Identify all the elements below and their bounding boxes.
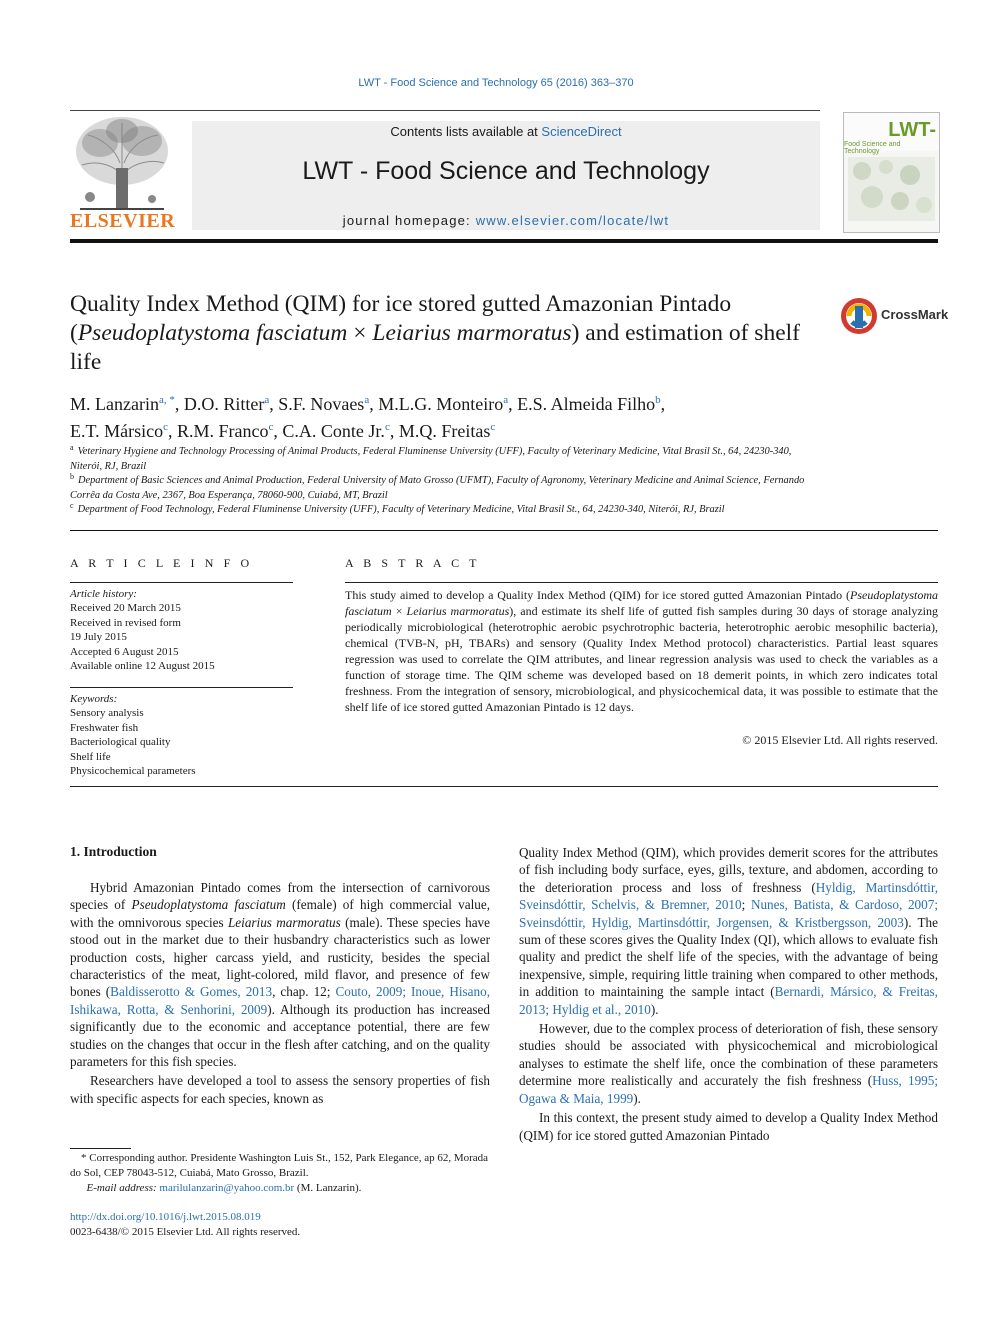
- affiliation: $^b$ Department of Basic Sciences and Animal Production, Federal University of Mato Grosso (UFMT), Faculty of Agronomy, Veterinary Medicine and Animal Science, Fernando Corrêa da Costa Ave, 2367, Boa Esperança, 78060-900, Cuiabá, MT, Brazil: [70, 471, 805, 501]
- affiliations: [70, 442, 825, 518]
- article-meta-footer: [70, 1210, 300, 1240]
- author[interactable]: M.Q. Freitas$^c$: [398, 421, 496, 441]
- author[interactable]: M. Lanzarin$^{a, *}$: [70, 394, 175, 414]
- citation-link[interactable]: LWT - Food Science and Technology 65 (2016) 363–370: [358, 77, 634, 89]
- sciencedirect-link[interactable]: ScienceDirect: [541, 124, 622, 139]
- article-info-heading: A R T I C L E I N F O: [70, 556, 253, 570]
- title-text-2: ) and estimation of shelf life: [70, 320, 800, 375]
- history-label: Article history:: [70, 588, 137, 600]
- title-species-1: Pseudoplatystoma fasciatum: [77, 320, 348, 346]
- footnote-rule: [70, 1148, 131, 1149]
- abstract-heading: A B S T R A C T: [345, 556, 481, 570]
- keyword: Bacteriological quality: [70, 736, 171, 749]
- cover-subtitle: Food Science and Technology: [844, 141, 901, 155]
- header-thick-rule: [70, 239, 938, 243]
- journal-title: LWT - Food Science and Technology: [302, 157, 710, 185]
- issn-line: 0023-6438/© 2015 Elsevier Ltd. All rights reserved.: [70, 1226, 301, 1238]
- paragraph: Quality Index Method (QIM), which provides demerit scores for the attributes of fish including body surface, eyes, gills, texture, and abdomen, according to the deterioration process and loss of freshness (Hyldig, Martinsdóttir, Sveinsdóttir, Schelvis, & Bremner, 2010; Nunes, Batista, & Cardoso, 2007; Sveinsdóttir, Hyldig, Martinsdóttir, Jorgensen, & Kristbergsson, 2003). The sum of these scores gives the Quality Index (QI), which allows to evaluate fish quality and predict the shelf life of the species, with the advantage of being inexpensive, simple, requiring little training when compared to other methods, in addition to maintaining the sample intact (Bernardi, Mársico, & Freitas, 2013; Hyldig et al., 2010).: [519, 845, 938, 1017]
- affiliation: $^c$ Department of Food Technology, Federal Fluminense University (UFF), Faculty of Veterinary Medicine, Vital Brasil St., 64, 24230-340, Niterói, RJ, Brazil: [70, 500, 725, 515]
- elsevier-logo: [70, 113, 174, 233]
- contents-prefix: Contents lists available at: [390, 124, 542, 139]
- header-top-rule: [70, 110, 820, 111]
- keyword: Physicochemical parameters: [70, 765, 196, 778]
- elsevier-tree-icon: [70, 113, 174, 211]
- author[interactable]: S.F. Novaes$^a$: [278, 394, 370, 414]
- article-title: [70, 290, 830, 377]
- author[interactable]: C.A. Conte Jr.$^c$: [282, 421, 390, 441]
- paragraph: In this context, the present study aimed to develop a Quality Index Method (QIM) for ice stored gutted Amazonian Pintado: [519, 1110, 938, 1143]
- homepage-prefix: journal homepage:: [342, 213, 476, 228]
- crossmark-badge[interactable]: [840, 296, 949, 336]
- history-item: Available online 12 August 2015: [70, 660, 215, 673]
- body-column-left: [70, 879, 490, 1107]
- reference-link[interactable]: Bernardi, Mársico, & Freitas, 2013; Hyldig et al., 2010: [519, 984, 938, 1017]
- email-link[interactable]: marilulanzarin@yahoo.com.br: [159, 1182, 295, 1194]
- body-rule: [70, 786, 938, 787]
- keyword: Shelf life: [70, 750, 111, 763]
- history-item: 19 July 2015: [70, 631, 127, 644]
- homepage-link[interactable]: www.elsevier.com/locate/lwt: [475, 213, 670, 228]
- title-block-rule: [70, 530, 938, 531]
- corresponding-author-footnote: * Corresponding author. Presidente Washington Luis St., 152, Park Elegance, ap 62, Morada do Sol, CEP 78043-512, Cuiabá, Mato Grosso, Brazil. E-mail address: marilulanzarin@yahoo.com.br (M. Lanzarin).: [70, 1152, 489, 1194]
- title-text-1: Quality Index Method (QIM) for ice stored gutted Amazonian Pintado (: [70, 291, 732, 346]
- abstract-text: This study aimed to develop a Quality Index Method (QIM) for ice stored gutted Amazonian Pintado (Pseudoplatystoma fasciatum × Leiarius marmoratus), and estimate its shelf life of gutted fish samples during 30 days of storage analyzing periodically microbiological (heterotrophic aerobic psychrotrophic bacteria, heterotrophic aerobic mesophilic bacteria), chemical (TVB-N, pH, TBARs) and sensory (Quality Index Method protocol) characteristics. Partial least squares regression was used to correlate the QIM attributes, and linear regression analysis was used to check the variables as a function of storage time. The QIM scheme was developed based on 18 demerit points, in which zero indicates total freshness. From the integration of sensory, microbiological, and physicochemical data, it was possible to estimate that the shelf life of ice stored gutted Amazonian Pintado is 12 days.: [345, 588, 938, 714]
- crossmark-label: CrossMark: [881, 307, 949, 322]
- paragraph: Researchers have developed a tool to assess the sensory properties of fish with specific aspects for each species, known as: [70, 1073, 490, 1106]
- author[interactable]: R.M. Franco$^c$: [177, 421, 274, 441]
- author-list: M. Lanzarin$^{a, *}$, D.O. Ritter$^a$, S.F. Novaes$^a$, M.L.G. Monteiro$^a$, E.S. Almeida Filho$^b$, E.T. Mársico$^c$, R.M. Franco$^c$, C.A. Conte Jr.$^c$, M.Q. Freitas$^c$: [70, 394, 666, 441]
- reference-link[interactable]: Huss, 1995; Ogawa & Maia, 1999: [519, 1073, 939, 1106]
- journal-homepage: [192, 213, 820, 228]
- keyword: Sensory analysis: [70, 707, 144, 720]
- reference-link[interactable]: Nunes, Batista, & Cardoso, 2007; Sveinsdóttir, Hyldig, Martinsdóttir, Jorgensen, & Kristbergsson, 2003: [519, 897, 938, 930]
- abstract-copyright: © 2015 Elsevier Ltd. All rights reserved.: [742, 733, 938, 747]
- article-info-rule: [70, 582, 293, 583]
- journal-banner: [192, 121, 820, 230]
- keywords-rule: [70, 687, 293, 688]
- paragraph: However, due to the complex process of deterioration of fish, these sensory studies should be associated with physicochemical and microbiological analyses to estimate the shelf life, once the combination of these parameters determine more realistically and accurately the fish freshness (Huss, 1995; Ogawa & Maia, 1999).: [519, 1021, 939, 1106]
- reference-link[interactable]: Hyldig, Martinsdóttir, Sveinsdóttir, Schelvis, & Bremner, 2010: [519, 879, 938, 913]
- keyword: Freshwater fish: [70, 721, 139, 734]
- keywords: [70, 692, 295, 778]
- cover-art-icon: [848, 157, 935, 221]
- history-item: Received in revised form: [70, 616, 181, 629]
- journal-citation[interactable]: [0, 77, 992, 89]
- elsevier-wordmark: ELSEVIER: [70, 210, 176, 232]
- reference-link[interactable]: Baldisserotto & Gomes, 2013: [110, 984, 273, 1000]
- body-column-right: [519, 844, 938, 1144]
- section-heading-introduction: 1. Introduction: [70, 844, 157, 859]
- title-species-2: Leiarius marmoratus: [372, 320, 572, 346]
- title-times: ×: [347, 320, 373, 346]
- author[interactable]: M.L.G. Monteiro$^a$: [378, 394, 509, 414]
- doi-link[interactable]: http://dx.doi.org/10.1016/j.lwt.2015.08.019: [70, 1211, 261, 1223]
- paragraph: Hybrid Amazonian Pintado comes from the intersection of carnivorous species of Pseudoplatystoma fasciatum (female) of high commercial value, with the omnivorous species Leiarius marmoratus (male). These species have stood out in the market due to their husbandry characteristics such as lower production costs, higher carcass yield, and rusticity, besides the special characteristics of the meat, light-colored, mild flavor, and presence of few bones (Baldisserotto & Gomes, 2013, chap. 12; Couto, 2009; Inoue, Hisano, Ishikawa, Rotta, & Senhorini, 2009). Although its production has increased significantly due to the economic and acceptance potential, there are few studies on the changes that occur in the flesh after catching, and on the quality parameters for this fish species.: [70, 880, 491, 1070]
- history-item: Accepted 6 August 2015: [70, 645, 179, 658]
- keywords-label: Keywords:: [70, 693, 118, 705]
- affiliation: $^a$ Veterinary Hygiene and Technology Processing of Animal Products, Federal Fluminense University (UFF), Faculty of Veterinary Medicine, Vital Brasil St., 64, 24230-340, Niterói, RJ, Brazil: [70, 442, 792, 472]
- reference-link[interactable]: Couto, 2009; Inoue, Hisano, Ishikawa, Rotta, & Senhorini, 2009: [70, 984, 491, 1017]
- contents-line: [192, 124, 820, 139]
- author[interactable]: E.T. Mársico$^c$: [70, 421, 169, 441]
- author[interactable]: E.S. Almeida Filho$^b$: [517, 394, 661, 414]
- journal-cover-thumbnail[interactable]: [843, 112, 940, 233]
- author[interactable]: D.O. Ritter$^a$: [183, 394, 270, 414]
- cover-title: LWT-: [888, 119, 936, 141]
- article-history: [70, 587, 295, 673]
- abstract-rule: [345, 582, 938, 583]
- history-item: Received 20 March 2015: [70, 602, 181, 615]
- crossmark-icon: [840, 296, 878, 336]
